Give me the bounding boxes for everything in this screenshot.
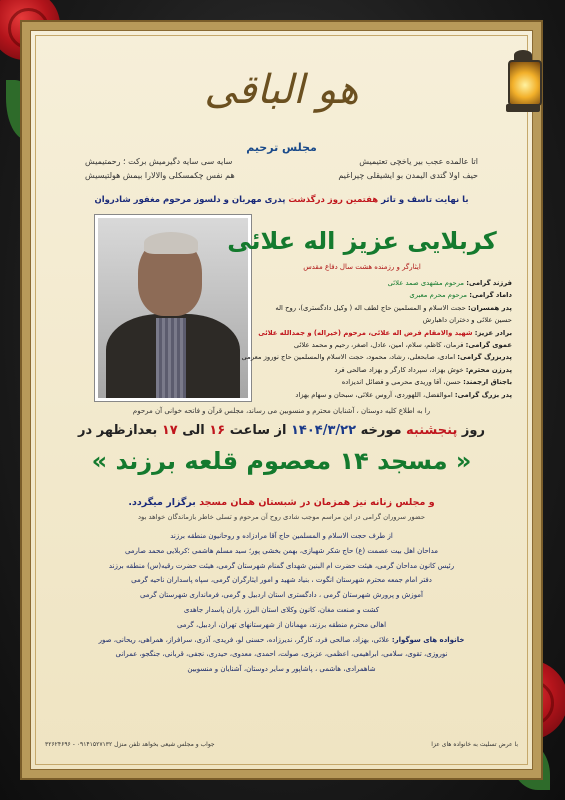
list-text: دفتر امام جمعه محترم شهرستان انگوت ، بنیاد شهید و امور ایثارگران گرمی، سپاه پاسداران ناحیه گرمی [131, 576, 432, 585]
from-hour: ۱۶ [209, 423, 226, 438]
poem-line1-right: اتا عالمده عجب بیر یاخچی تعتیمیش [359, 157, 478, 166]
footer-right: با عرض تسلیت به خانواده های عزا [431, 741, 518, 748]
notice-part1: با نهایت تاسف و تاثر [381, 195, 469, 205]
relative-row [214, 277, 512, 289]
relative-row [214, 314, 512, 326]
poster-content [45, 45, 518, 755]
relative-row [214, 339, 512, 351]
relative-text: اموالفضل، اللهوردی، آروس علائی، سبحان و سهام بهزاد [295, 390, 453, 399]
relative-row [214, 364, 512, 376]
ladies-part2: شبستان همان مسجد [199, 497, 297, 508]
from-label: از ساعت [229, 423, 287, 438]
lantern-icon [504, 50, 544, 114]
date-suffix: بعدازظهر در [78, 423, 158, 438]
page-title: مجلس ترحیم [246, 141, 317, 154]
list-item [49, 662, 514, 677]
calligraphy-header [45, 45, 518, 135]
date-value: ۱۴۰۴/۳/۲۲ [291, 423, 357, 438]
relative-label: داماد گرامی: [469, 291, 512, 300]
poem-block [85, 157, 478, 185]
ceremony-date-line [45, 423, 518, 438]
venue-title: « مسجد ۱۴ معصوم قلعه برزند » [91, 447, 472, 475]
list-item [49, 573, 514, 588]
notice-part3: پدری مهربان و دلسوز مرحوم مغفور شادروان [94, 195, 286, 205]
relative-text: فرمان، کاظم، سلام، امین، عادل، اصغر، رحیم و محمد علائی [293, 341, 464, 350]
notice-line [45, 195, 518, 205]
relative-label: پدربزرگ گرامی: [457, 353, 512, 362]
list-text: شاهمرادی، هاشمی ، پاشاپور و سایر دوستان، آشنایان و منسوبین [187, 665, 376, 674]
list-item [49, 647, 514, 662]
relative-label: عموی گرامی: [465, 341, 512, 350]
relative-row [214, 351, 512, 363]
list-item [49, 618, 514, 633]
list-item [49, 588, 514, 603]
ladies-part1: و مجلس زنانه نیز همزمان در [300, 497, 435, 508]
relative-label: پدرزن محترم: [465, 365, 512, 374]
list-text: رئیس کانون مداحان گرمی، هیئت حضرت ام البنین شهدای گمنام شهرستان گرمی، هیئت حضرت رقیه(س) منطقه برزند [108, 561, 455, 570]
invitation-text: را به اطلاع کلیه دوستان ، آشنایان محترم و منسوبین می رساند، مجلس قرآن و فاتحه خوانی آن مرحوم [132, 407, 431, 415]
poem-line2-right: حیف اولا گتدی الیمدن بو ایشیقلی چیراغیم [338, 171, 478, 180]
list-item [49, 529, 514, 544]
date-label: مورخه [360, 423, 402, 438]
attendance-note: حضور سروران گرامی در این مراسم موجب شادی روح آن مرحوم و تسلی خاطر بازماندگان خواهد بود [137, 513, 426, 521]
relative-label: فرزند گرامی: [466, 279, 512, 287]
relative-row [214, 376, 512, 388]
list-item [49, 603, 514, 618]
calligraphy-text: هو الباقی [204, 67, 359, 113]
relative-label: باجناق ارجمند: [463, 378, 512, 387]
relative-text: مرحوم مشهدی صمد علائی [387, 279, 465, 287]
relative-label: پدر همسران: [467, 303, 512, 312]
lantern-base [506, 104, 540, 112]
list-item [49, 544, 514, 559]
poem-line1-left: سایه سی سایه دگیرمیش برکت ؛ رحمتیمیش [85, 157, 233, 166]
list-item [49, 559, 514, 574]
ladies-session-line [45, 497, 518, 508]
date-day: پنجشنبه [406, 423, 458, 438]
relative-row [214, 289, 512, 301]
footer-left: جواب و مجلس شیعی بخواهد تلفن منزل ۰۹۱۴۱۵۲۷۱۳۲ - ۳۲۶۲۴۶۹۶ [45, 741, 215, 748]
relative-text: حسین علائی و دختران داهبارش [422, 316, 512, 325]
poster-footer [45, 741, 518, 755]
list-text: اهالی محترم منطقه برزند، مهمانان از شهرستانهای تهران، اردبیل، گرمی [176, 620, 387, 629]
list-label: خانواده های سوگوار: [391, 635, 465, 644]
poster-paper [30, 30, 533, 770]
deceased-subtitle: ایثارگر و رزمنده هشت سال دفاع مقدس [303, 263, 421, 271]
relative-text: حجت الاسلام و المسلمین حاج لطف اله ( وکیل دادگستری)، روح اله [275, 303, 466, 312]
relatives-list [214, 277, 512, 401]
lantern-glass [508, 60, 542, 106]
to-hour: ۱۷ [161, 423, 178, 438]
relative-label: پدر بزرگ گرامی: [454, 390, 512, 399]
date-prefix: روز [461, 423, 485, 438]
list-text: آموزش و پرورش شهرستان گرمی ، دادگستری استان اردبیل و گرمی، فرمانداری شهرستان گرمی [139, 591, 424, 600]
list-text: مداحان اهل بیت عصمت (ع) حاج شکر شهبازی، بهمن بخشی پور؛ سید مسلم هاشمی ؛کربلایی محمد صارمی [124, 546, 439, 555]
relative-text: امادی، صابحعلی، رشاد، محمود، حجت الاسلام والمسلمین حاج نوروز معرمی [241, 353, 456, 362]
list-item [49, 633, 514, 648]
photo-shirt [156, 318, 186, 398]
poster-frame [20, 20, 543, 780]
relative-text: حسن، آقا وریدی محرمی و فضائل اندیزاده [341, 378, 461, 387]
lantern-cap [514, 50, 532, 60]
relative-row [214, 302, 512, 314]
deceased-name: کربلایی عزیز اله علائی [227, 227, 497, 255]
notice-part2: هفتمین روز درگذشت [288, 195, 379, 205]
list-text: کشت و صنعت مغان، کانون وکلای استان البرز، یاران پاسدار جاهدی [183, 605, 380, 614]
poem-line2-left: هم نفس چکمسکلی والالارا بیمش هولتیسیش [85, 171, 235, 180]
relative-row [214, 389, 512, 401]
relative-text: مرحوم محرم معبری [409, 291, 468, 300]
relative-label: برادر عزیز: [474, 328, 512, 337]
relative-text: شهید والامقام فرض اله علائی، مرحوم (خیراله) و جمدالله علائی [258, 328, 473, 337]
condolence-list [49, 529, 514, 677]
relative-row [214, 327, 512, 339]
to-label: الی [182, 423, 205, 438]
list-text: علائی، بهزاد، صالحی فرد، کارگر، ندیرزاده، حسنی لو، فریدی، آذری، سرافراز، همراهی، ریحانی، صور [98, 635, 390, 644]
ladies-part3: برگزار میگردد. [128, 497, 196, 508]
photo-hair [144, 232, 198, 254]
list-text: از طرف حجت الاسلام و المسلمین حاج آقا مرادزاده و روحانیون منطقه برزند [170, 532, 393, 540]
list-text: نوروزی، تقوی، سلامی، ابراهیمی، اعظمی، عزیزی، صولت، احمدی، معدوی، حیدری، نجفی، قربانی، جنگجو، عمرانی [115, 650, 448, 659]
relative-text: خوش بهزاد، سپرداد کارگر و بهزاد صالحی فرد [334, 365, 464, 374]
